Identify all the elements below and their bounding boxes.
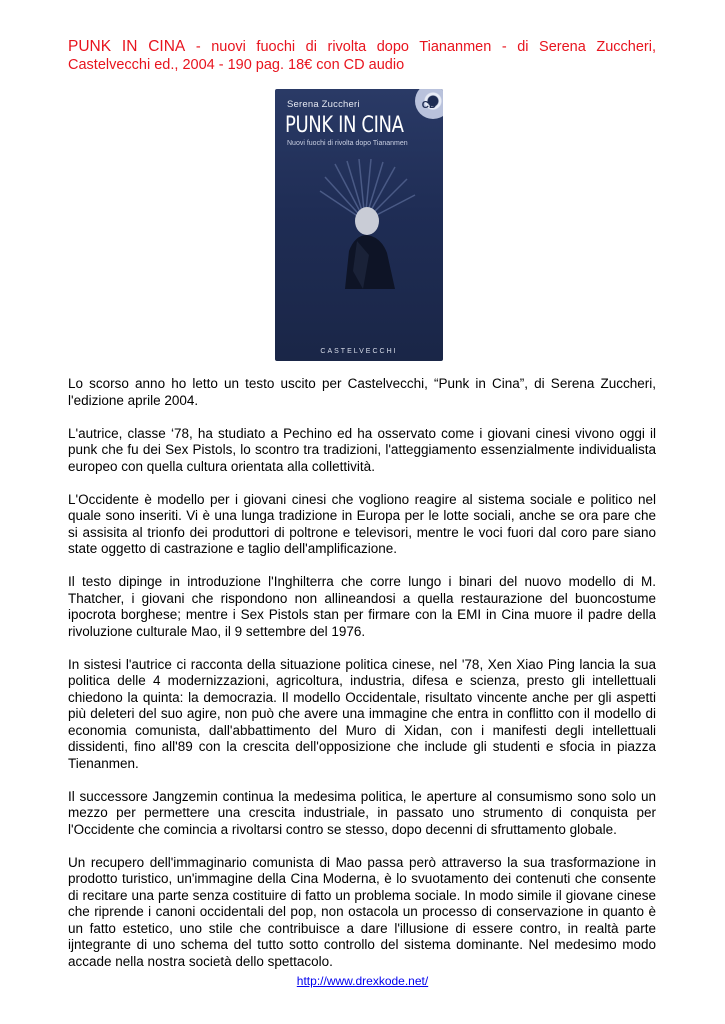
book-details: - nuovi fuochi di rivolta dopo Tiananmen - di Serena Zuccheri, Castelvecchi ed., 2004 - 190 pag. 18€ con CD audio <box>68 39 656 73</box>
paragraph: L'Occidente è modello per i giovani cinesi che vogliono reagire al sistema sociale e politico nel quale sono inseriti. Vi è una lunga tradizione in Europa per le lotte sociali, anche se ora pare che si assisita al trionfo dei produttori di poltrone e televisori, mentre le voci fuori dal coro pare siano state oggetto di castrazione e taglio dell'amplificazione. <box>68 491 656 556</box>
article-body <box>68 376 656 987</box>
cover-title: PUNK IN CINA <box>285 113 404 138</box>
website-link[interactable]: http://www.drexkode.net/ <box>296 974 429 988</box>
paragraph: Lo scorso anno ho letto un testo uscito per Castelvecchi, “Punk in Cina”, di Serena Zuccheri, l'edizione aprile 2004. <box>68 376 656 408</box>
paragraph: Il successore Jangzemin continua la medesima politica, le aperture al consumismo sono solo un mezzo per permettere una crescita industriale, in passato uno strumento di conquista per l'Occidente che comincia a rivoltarsi contro se stesso, dopo decenni di sfruttamento globale. <box>68 788 656 837</box>
cover-author: Serena Zuccheri <box>287 99 360 110</box>
page-footer <box>0 974 725 988</box>
document-page <box>68 38 656 969</box>
paragraph: In sistesi l'autrice ci racconta della situazione politica cinese, nel '78, Xen Xiao Ping lancia la sua politica delle 4 modernizzazioni, agricoltura, industria, difesa e scienza, presto gli intellettuali chiedono la quinta: la democrazia. Il modello Occidentale, risultato vincente anche per gli aspetti più deleteri del suo agire, non può che avere una immagine che entra in conflitto con il modello di economia comunista, dall'abbattimento del Muro di Xidan, con i manifesti degli intellettuali dissidenti, fino all'89 con la crescita dell'opposizione che include gli studenti e sfocia in piazza Tienanmen. <box>68 656 656 771</box>
paragraph: Il testo dipinge in introduzione l'Inghilterra che corre lungo i binari del nuovo modello di M. Thatcher, i giovani che rispondono non allineandosi a quella restaurazione del buoncostume ipocrota borghese; mentre i Sex Pistols stan per firmare con la EMI in Cina muore il padre della rivoluzione culturale Mao, il 9 settembre del 1976. <box>68 574 656 639</box>
cd-badge-label: CD <box>421 99 437 111</box>
paragraph: Un recupero dell'immaginario comunista di Mao passa però attraverso la sua trasformazione in prodotto turistico, un'immagine della Cina Moderna, è lo svuotamento dei contenuti che consente di recitare una parte senza costituire di fatto un problema sociale. In modo simile il giovane cinese che riprende i canoni occidentali del pop, non ostacola un processo di conservazione in quanto è un fatto estetico, uno stile che contribuisce a dare l'illusione di essere contro, in realtà parte ijntegrante di uno schema del tutto sotto controllo del sistema dominante. Nel medesimo modo accade nella nostra società dello spettacolo. <box>68 854 656 969</box>
punk-figure-illustration <box>315 159 425 289</box>
book-title: PUNK IN CINA <box>68 38 186 55</box>
paragraph: L'autrice, classe ‘78, ha studiato a Pechino ed ha osservato come i giovani cinesi vivono oggi il punk che fu dei Sex Pistols, lo scontro tra tradizioni, l'atteggiamento essenzialmente individualista europeo con quella cultura orientata alla collettività. <box>68 425 656 474</box>
document-heading <box>68 38 656 74</box>
book-cover <box>275 89 443 361</box>
book-cover-image <box>275 89 443 361</box>
cover-subtitle: Nuovi fuochi di rivolta dopo Tiananmen <box>287 140 408 147</box>
cover-publisher: CASTELVECCHI <box>320 348 398 355</box>
cd-badge-icon <box>415 89 443 119</box>
